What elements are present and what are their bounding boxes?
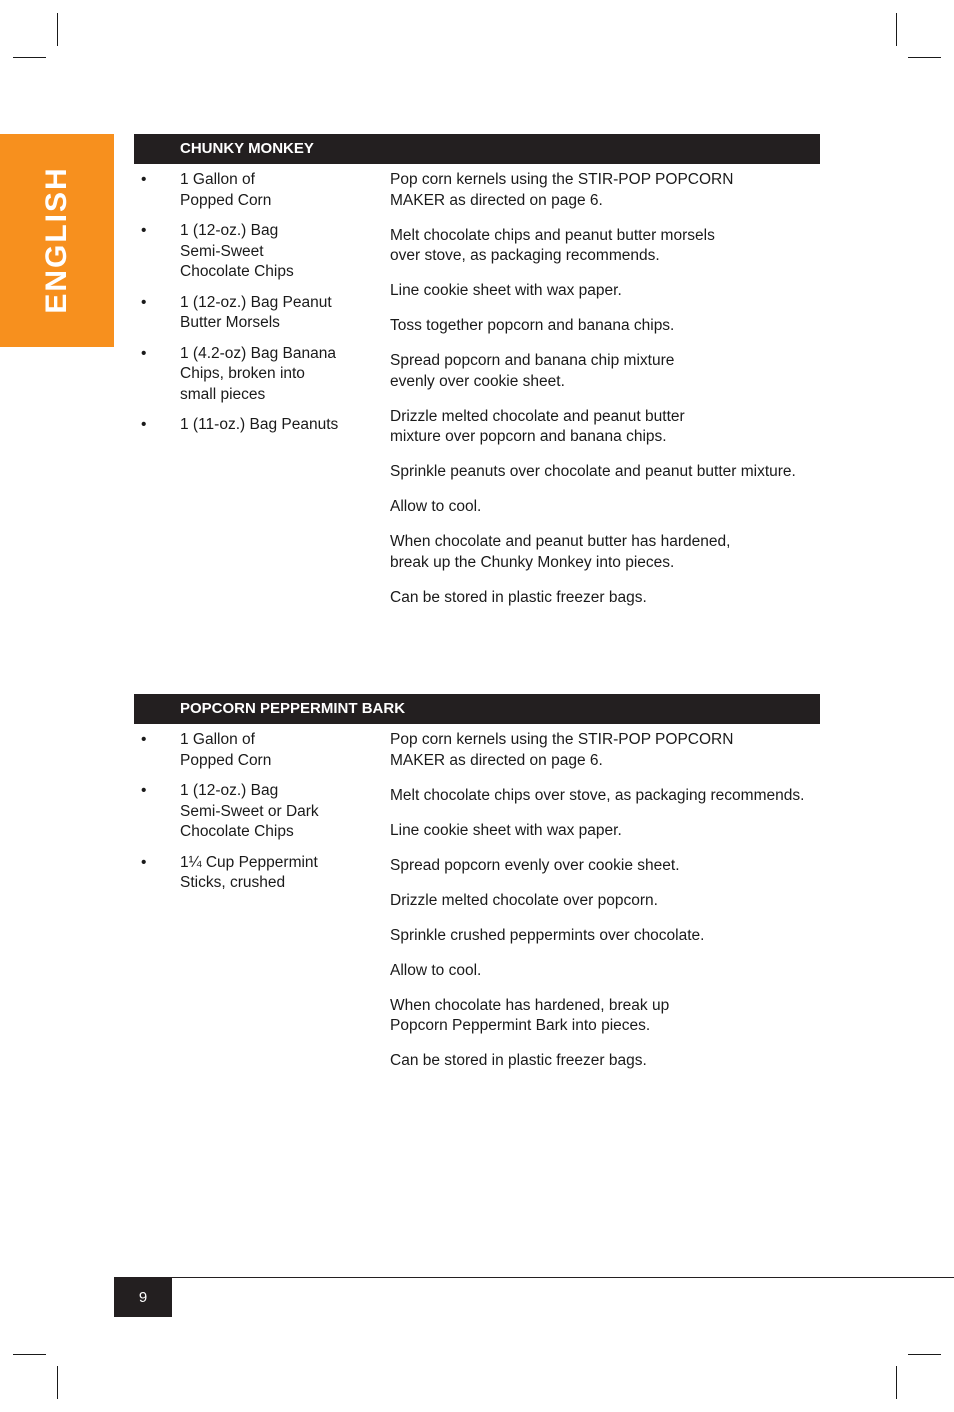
recipe-title: POPCORN PEPPERMINT BARK xyxy=(134,694,820,724)
recipe-chunky-monkey xyxy=(134,134,820,606)
instruction-step: When chocolate and peanut butter has hardened, break up the Chunky Monkey into pieces. xyxy=(390,533,731,571)
instruction-list xyxy=(390,170,830,623)
instruction-step: Drizzle melted chocolate and peanut butter mixture over popcorn and banana chips. xyxy=(390,407,685,445)
instruction-step: Sprinkle crushed peppermints over chocolate. xyxy=(390,926,705,944)
ingredient-item: • 1 (4.2-oz) Bag Banana Chips, broken into small pieces xyxy=(141,344,336,403)
instruction-step: Pop corn kernels using the STIR-POP POPCORN MAKER as directed on page 6. xyxy=(390,171,734,209)
instruction-step: Melt chocolate chips and peanut butter morsels over stove, as packaging recommends. xyxy=(390,226,715,264)
instruction-step: Sprinkle peanuts over chocolate and peanut butter mixture. xyxy=(390,463,796,480)
crop-mark xyxy=(13,1354,46,1355)
ingredient-list xyxy=(134,730,364,904)
instruction-step: Allow to cool. xyxy=(390,961,482,979)
ingredient-item: • 1 (12-oz.) Bag Semi-Sweet Chocolate Chips xyxy=(141,222,294,280)
recipe-title: CHUNKY MONKEY xyxy=(134,134,820,164)
ingredient-item: • 1 (11-oz.) Bag Peanuts xyxy=(134,415,364,436)
ingredient-item: • 1 (12-oz.) Bag Peanut Butter Morsels xyxy=(141,293,332,331)
crop-mark xyxy=(896,13,897,46)
bullet-icon: • xyxy=(141,222,147,239)
instruction-step: Toss together popcorn and banana chips. xyxy=(390,317,675,334)
ingredient-item: • 1¼ Cup Peppermint Sticks, crushed xyxy=(141,853,318,891)
instruction-step: Can be stored in plastic freezer bags. xyxy=(390,588,647,606)
instruction-step: Line cookie sheet with wax paper. xyxy=(390,282,622,299)
instruction-step: Pop corn kernels using the STIR-POP POPCORN MAKER as directed on page 6. xyxy=(390,731,734,769)
ingredient-list xyxy=(134,170,364,446)
recipe-popcorn-peppermint-bark xyxy=(134,694,820,1069)
instruction-step: Line cookie sheet with wax paper. xyxy=(390,821,622,839)
bullet-icon: • xyxy=(141,731,147,748)
footer-rule xyxy=(114,1277,954,1278)
bullet-icon: • xyxy=(141,344,147,362)
ingredient-item: • 1 Gallon of Popped Corn xyxy=(141,171,272,209)
instruction-step: Can be stored in plastic freezer bags. xyxy=(390,1052,647,1069)
page-number: 9 xyxy=(114,1278,172,1317)
bullet-icon: • xyxy=(141,853,147,871)
language-label: ENGLISH xyxy=(40,166,73,314)
crop-mark xyxy=(13,57,46,58)
instruction-step: Melt chocolate chips over stove, as packaging recommends. xyxy=(390,786,805,804)
bullet-icon: • xyxy=(141,171,147,188)
instruction-step: Allow to cool. xyxy=(390,498,482,515)
crop-mark xyxy=(57,1366,58,1399)
bullet-icon: • xyxy=(141,782,147,799)
language-tab xyxy=(0,134,114,347)
crop-mark xyxy=(908,1354,941,1355)
instruction-list xyxy=(390,730,830,1086)
bullet-icon: • xyxy=(141,293,147,311)
crop-mark xyxy=(908,57,941,58)
ingredient-item: • 1 (12-oz.) Bag Semi-Sweet or Dark Chocolate Chips xyxy=(141,782,319,840)
crop-mark xyxy=(57,13,58,46)
instruction-step: Spread popcorn evenly over cookie sheet. xyxy=(390,856,680,874)
instruction-step: Drizzle melted chocolate over popcorn. xyxy=(390,891,658,909)
ingredient-item: • 1 Gallon of Popped Corn xyxy=(141,731,272,769)
bullet-icon: • xyxy=(141,416,147,433)
instruction-step: When chocolate has hardened, break up Popcorn Peppermint Bark into pieces. xyxy=(390,996,670,1034)
instruction-step: Spread popcorn and banana chip mixture evenly over cookie sheet. xyxy=(390,352,675,390)
crop-mark xyxy=(896,1366,897,1399)
